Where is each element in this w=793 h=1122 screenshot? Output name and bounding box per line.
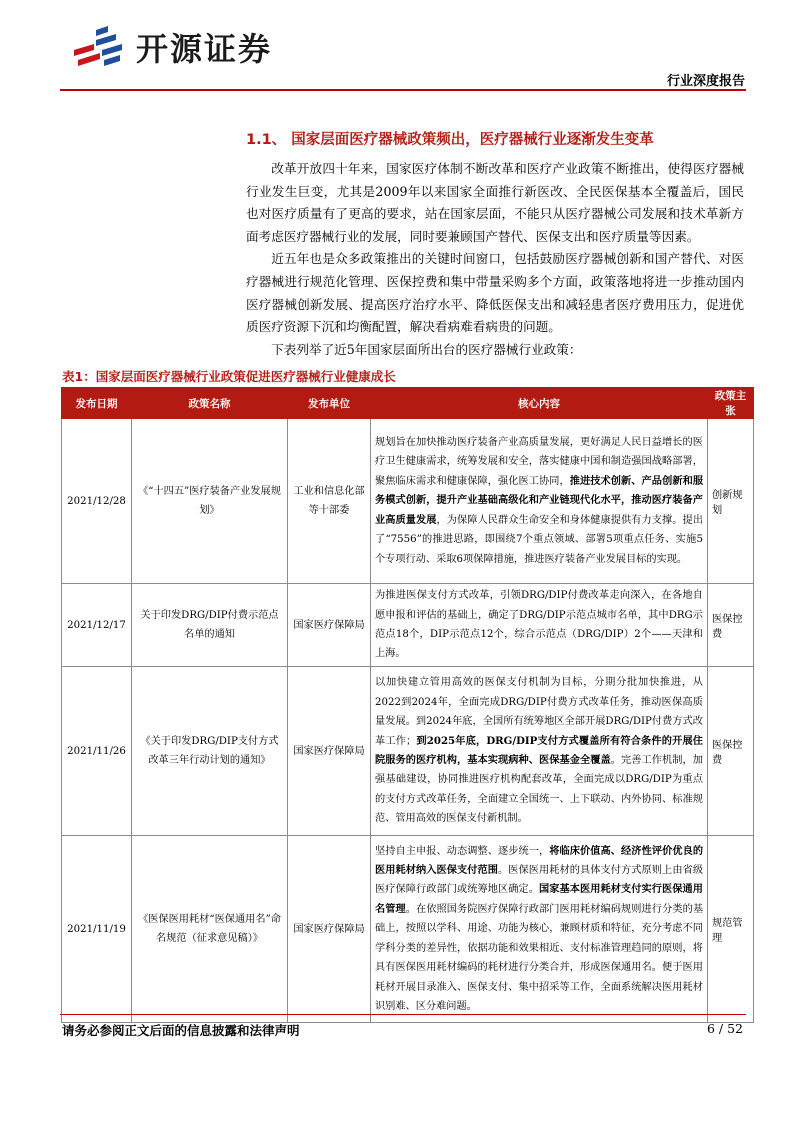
- content-segment: 以加快建立管用高效的医保支付机制为目标，分期分批加快推进，从2022到2024年，全面完成DRG/DIP付费方式改革任务，推动医保高质量发展。到2024年底，全国所有统筹地区全部开展DRG/DIP付费方式改革工作；: [375, 677, 703, 747]
- content-segment-bold: 到2025年底，DRG/DIP支付方式覆盖所有符合条件的开展住院服务的医疗机构，基本实现病种、医保基金全覆盖: [375, 734, 703, 766]
- footer-disclaimer: 请务必参阅正文后面的信息披露和法律声明: [62, 1023, 300, 1038]
- cell-department: 国家医疗保障局: [288, 836, 371, 1023]
- table-header-row: [62, 388, 754, 419]
- cell-core-content: [371, 836, 708, 1023]
- policy-table: [61, 387, 754, 1023]
- cell-policy-name: 《“十四五”医疗装备产业发展规划》: [132, 419, 288, 584]
- header-divider: [60, 89, 746, 91]
- header-policy-name: 政策名称: [132, 388, 288, 419]
- cell-department: 国家医疗保障局: [288, 584, 371, 667]
- cell-policy-stance: 医保控费: [708, 667, 754, 836]
- table-row: [62, 419, 754, 584]
- content-segment: 。医保医用耗材的具体支付方式原则上由省级医疗保障行政部门或统筹地区确定。: [375, 865, 704, 896]
- cell-policy-name: 《关于印发DRG/DIP支付方式改革三年行动计划的通知》: [132, 667, 288, 836]
- table-row: [62, 836, 754, 1023]
- cell-date: 2021/12/17: [62, 584, 132, 667]
- cell-core-content: [371, 419, 708, 584]
- content-segment: 规划旨在加快推动医疗装备产业高质量发展，更好满足人民日益增长的医疗卫生健康需求，统筹发展和安全，落实健康中国和制造强国战略部署，聚焦临床需求和健康保障，强化医工协同，: [375, 437, 703, 487]
- paragraph: 近五年也是众多政策推出的关键时间窗口，包括鼓励医疗器械创新和国产替代、对医疗器械进行规范化管理、医保控费和集中带量采购多个方面，政策落地将进一步推动国内医疗器械创新发展、提高医疗治疗水平、降低医保支出和减轻患者医疗费用压力，促进优质医疗资源下沉和均衡配置，解决看病难看病贵的问题。: [246, 251, 744, 335]
- cell-department: 国家医疗保障局: [288, 667, 371, 836]
- cell-department: 工业和信息化部等十部委: [288, 419, 371, 584]
- brand-logo-icon: [70, 24, 128, 70]
- cell-policy-name: 《医保医用耗材“医保通用名”命名规范（征求意见稿）》: [132, 836, 288, 1023]
- cell-policy-name: 关于印发DRG/DIP付费示范点名单的通知: [132, 584, 288, 667]
- cell-core-content: [371, 584, 708, 667]
- header-date: 发布日期: [62, 388, 132, 419]
- header-policy-stance: 政策主张: [708, 388, 754, 419]
- brand-logo: [70, 24, 272, 70]
- table-row: [62, 584, 754, 667]
- content-segment-bold: 将临床价值高、经济性评价优良的医用耗材纳入医保支付范围: [375, 844, 704, 877]
- paragraph: 改革开放四十年来，国家医疗体制不断改革和医疗产业政策不断推出，使得医疗器械行业发生巨变，尤其是2009年以来国家全面推行新医改、全民医保基本全覆盖后，国民也对医疗质量有了更高的要求，站在国家层面，不能只从医疗器械公司发展和技术革新方面考虑医疗器械行业的发展，同时要兼顾国产替代、医保支出和医疗质量等因素。: [246, 161, 744, 244]
- footer-divider: [60, 1014, 746, 1015]
- brand-name: 开源证券: [136, 30, 273, 68]
- cell-policy-stance: 创新规划: [708, 419, 754, 584]
- section-body: [246, 158, 744, 361]
- content-segment: 坚持自主申报、动态调整、逐步统一，: [375, 845, 550, 857]
- content-segment: 。在依照国务院医疗保障行政部门医用耗材编码规则进行分类的基础上，按照以学科、用途、功能为核心，兼顾材质和特征，充分考虑不同学科分类的差异性，依据功能和效果相近、支付标准管理趋同的原则，将具有医保医用耗材编码的耗材进行分类合并，形成医保通用名。便于医用耗材开展目录准入、医保支付、集中招采等工作，全面系统解决医用耗材识别难、区分难问题。: [375, 903, 704, 1012]
- cell-policy-stance: 医保控费: [708, 584, 754, 667]
- cell-core-content: [371, 667, 708, 836]
- cell-date: 2021/12/28: [62, 419, 132, 584]
- table-row: [62, 667, 754, 836]
- content-segment: 为推进医保支付方式改革，引领DRG/DIP付费改革走向深入，在各地自愿申报和评估的基础上，确定了DRG/DIP示范点城市名单，其中DRG示范点18个，DIP示范点12个，综合示范点（DRG/DIP）2个——天津和上海。: [375, 590, 703, 660]
- cell-policy-stance: 规范管理: [708, 836, 754, 1023]
- cell-date: 2021/11/26: [62, 667, 132, 836]
- cell-date: 2021/11/19: [62, 836, 132, 1023]
- section-title: 1.1、 国家层面医疗器械政策频出，医疗器械行业逐渐发生变革: [246, 132, 654, 148]
- content-segment-bold: 推进技术创新、产品创新和服务模式创新，提升产业基础高级化和产业链现代化水平，推动医疗装备产业高质量发展: [375, 474, 704, 526]
- content-segment: 。完善工作机制，加强基础建设，协同推进医疗机构配套改革，全面完成以DRG/DIP为重点的支付方式改革任务，全面建立全国统一、上下联动、内外协同、标准规范、管用高效的医保支付新机制。: [375, 755, 703, 825]
- content-segment: ，为保障人民群众生命安全和身体健康提供有力支撑。提出了“7556”的推进思路，即围绕7个重点领域、部署5项重点任务、实施5个专项行动、采取6项保障措施，推进医疗装备产业发展目标的实现。: [375, 514, 704, 565]
- report-type-label: 行业深度报告: [666, 74, 745, 89]
- header-core-content: 核心内容: [371, 388, 708, 419]
- paragraph: 下表列举了近5年国家层面所出台的医疗器械行业政策：: [271, 341, 582, 357]
- page-number: 6 / 52: [706, 1021, 743, 1036]
- content-segment-bold: 国家基本医用耗材支付实行医保通用名管理: [375, 883, 703, 915]
- header-department: 发布单位: [288, 388, 371, 419]
- table-caption: 表1：国家层面医疗器械行业政策促进医疗器械行业健康成长: [62, 369, 396, 384]
